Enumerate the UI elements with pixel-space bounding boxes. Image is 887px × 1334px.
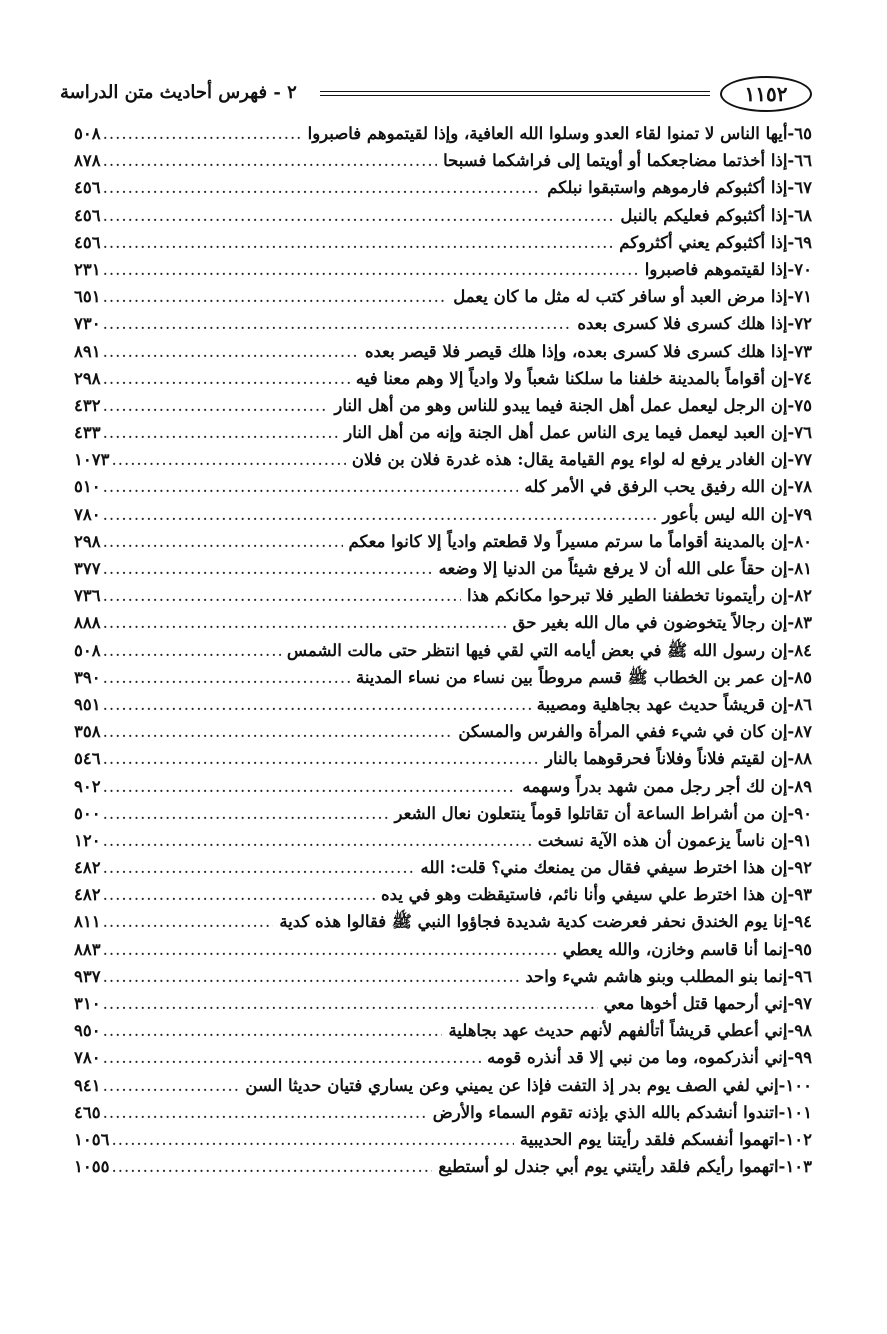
entry-page: ٤٦٥ — [74, 1102, 101, 1122]
index-entry — [74, 1153, 812, 1180]
entry-text: إن هذا اخترط سيفي فقال من يمنعك مني؟ قلت: الله — [420, 858, 788, 878]
entry-separator: - — [778, 1102, 786, 1122]
entry-separator: - — [787, 368, 795, 388]
entry-text: إني لفي الصف يوم بدر إذ التفت فإذا عن يميني وعن يساري فتيان حديثا السن — [245, 1075, 779, 1095]
entry-page: ٩٥٠ — [74, 1021, 101, 1041]
dot-leader — [111, 446, 345, 473]
entry-text: إن كان في شيء ففي المرأة والفرس والمسكن — [458, 722, 788, 742]
dot-leader — [103, 582, 461, 609]
index-entry — [74, 691, 812, 718]
entry-separator: - — [787, 205, 795, 225]
entry-text: إذا أخذتما مضاجعكما أو أويتما إلى فراشكما فسبحا — [443, 151, 788, 171]
entry-number: ٧٠ — [794, 259, 812, 279]
entry-number: ٦٨ — [794, 205, 812, 225]
entry-text: اتهموا رأيكم فلقد رأيتني يوم أبي جندل لو أستطيع — [438, 1157, 779, 1177]
dot-leader — [103, 609, 507, 636]
entry-text: اتندوا أنشدكم بالله الذي بإذنه تقوم السماء والأرض — [432, 1102, 779, 1122]
entry-page: ٤٥٦ — [74, 205, 101, 225]
entry-text: إن حقاً على الله أن لا يرفع شيئاً من الدنيا إلا وضعه — [438, 559, 788, 578]
entry-separator: - — [778, 1129, 786, 1149]
dot-leader — [103, 1017, 443, 1044]
entry-number: ٧٥ — [794, 395, 812, 415]
entry-text: إني أعطي قريشاً أتألفهم لأنهم حديث عهد بجاهلية — [448, 1021, 788, 1041]
entry-page: ٧٣٠ — [74, 314, 101, 334]
header-rule — [320, 91, 710, 96]
entry-text: إذا لقيتموهم فاصبروا — [644, 259, 788, 279]
index-entry — [74, 147, 812, 174]
index-entry — [74, 365, 812, 392]
entry-page: ٦٥١ — [74, 287, 101, 307]
index-entry — [74, 908, 812, 935]
entry-text: اتهموا أنفسكم فلقد رأيتنا يوم الحديبية — [519, 1129, 779, 1149]
entry-page: ٣٧٧ — [74, 559, 101, 578]
entry-number: ٧٩ — [794, 504, 812, 524]
dot-leader — [103, 800, 389, 827]
entry-text: أيها الناس لا تمنوا لقاء العدو وسلوا الله العافية، وإذا لقيتموهم فاصبروا — [307, 124, 788, 143]
entry-separator: - — [787, 1021, 795, 1041]
index-entry — [74, 501, 812, 528]
entry-number: ٩٠ — [794, 803, 812, 823]
dot-leader — [103, 174, 542, 201]
dot-leader — [103, 392, 329, 419]
index-entry — [74, 637, 812, 664]
index-entry — [74, 936, 812, 963]
entry-page: ٨١١ — [74, 912, 101, 932]
entry-separator: - — [787, 885, 795, 905]
entry-separator: - — [787, 559, 795, 578]
dot-leader — [103, 120, 302, 147]
entry-page: ٢٩٨ — [74, 368, 101, 388]
entry-number: ٩٢ — [794, 858, 812, 878]
dot-leader — [103, 419, 339, 446]
entry-number: ٧٧ — [794, 450, 812, 470]
entry-separator: - — [787, 287, 795, 307]
entry-separator: - — [787, 667, 795, 687]
page-number: ١١٥٢ — [720, 76, 812, 112]
entry-page: ٩٤١ — [74, 1075, 101, 1095]
entry-page: ١٢٠ — [74, 830, 101, 850]
entry-page: ١٠٥٦ — [74, 1129, 110, 1149]
dot-leader — [103, 310, 572, 337]
entry-separator: - — [787, 232, 795, 252]
entry-separator: - — [787, 613, 795, 633]
index-entry — [74, 120, 812, 147]
entry-separator: - — [787, 477, 795, 497]
index-entry — [74, 609, 812, 636]
entry-number: ٨٥ — [794, 667, 812, 687]
dot-leader — [103, 881, 375, 908]
entry-number: ٩٥ — [794, 939, 812, 959]
dot-leader — [103, 528, 343, 555]
entry-text: إن لقيتم فلاناً وفلاناً فحرقوهما بالنار — [545, 749, 788, 769]
entry-separator: - — [787, 395, 795, 415]
entry-separator: - — [778, 1157, 786, 1177]
entry-number: ٨٣ — [794, 613, 812, 633]
dot-leader — [103, 990, 598, 1017]
entry-separator: - — [787, 939, 795, 959]
dot-leader — [103, 338, 359, 365]
entry-page: ٥٤٦ — [74, 749, 101, 769]
entry-text: إن لك أجر رجل ممن شهد بدراً وسهمه — [522, 776, 788, 796]
entry-page: ٨٨٨ — [74, 613, 101, 633]
entry-number: ٩٧ — [794, 994, 812, 1013]
entry-page: ٤٥٦ — [74, 232, 101, 252]
entry-number: ١٠٢ — [785, 1129, 812, 1149]
entry-page: ٣١٠ — [74, 994, 101, 1013]
entry-separator: - — [787, 640, 795, 660]
entry-page: ٩٣٧ — [74, 966, 101, 986]
entry-number: ١٠٠ — [785, 1075, 812, 1095]
entry-page: ٣٥٨ — [74, 722, 101, 742]
entry-number: ٧١ — [794, 287, 812, 307]
index-entry — [74, 854, 812, 881]
dot-leader — [103, 936, 557, 963]
entry-separator: - — [778, 1075, 786, 1095]
entry-text: إن عمر بن الخطاب ﷺ قسم مروطاً بين نساء من نساء المدينة — [355, 667, 788, 687]
index-entry — [74, 963, 812, 990]
entry-number: ١٠١ — [785, 1102, 812, 1122]
index-entry — [74, 1044, 812, 1071]
entry-number: ٦٦ — [794, 151, 812, 171]
index-entry — [74, 392, 812, 419]
dot-leader — [103, 365, 350, 392]
dot-leader — [103, 202, 615, 229]
entry-number: ٨٢ — [794, 586, 812, 606]
index-entry — [74, 664, 812, 691]
index-entry — [74, 310, 812, 337]
dot-leader — [103, 718, 453, 745]
entry-text: إن هذا اخترط علي سيفي وأنا نائم، فاستيقظت وهو في يده — [381, 885, 788, 905]
entry-text: إن العبد ليعمل فيما يرى الناس عمل أهل الجنة وإنه من أهل النار — [344, 423, 788, 443]
dot-leader — [103, 256, 639, 283]
entry-page: ٢٣١ — [74, 259, 101, 279]
entry-separator: - — [787, 450, 795, 470]
index-entry — [74, 338, 812, 365]
entry-separator: - — [787, 749, 795, 769]
entry-text: إذا أكثبوكم فارموهم واستبقوا نبلكم — [547, 178, 788, 198]
entry-number: ٧٣ — [794, 341, 812, 361]
entry-separator: - — [787, 966, 795, 986]
entry-page: ٤٨٢ — [74, 858, 101, 878]
entry-number: ٨٤ — [794, 640, 812, 660]
entry-number: ٧٨ — [794, 477, 812, 497]
entry-separator: - — [787, 776, 795, 796]
entry-separator: - — [787, 341, 795, 361]
entry-separator: - — [787, 151, 795, 171]
entry-number: ٩٨ — [794, 1021, 812, 1041]
index-entry — [74, 773, 812, 800]
entry-number: ٩٩ — [794, 1048, 812, 1068]
index-entry — [74, 990, 812, 1017]
index-entry — [74, 555, 812, 582]
dot-leader — [103, 283, 448, 310]
entry-text: إنما بنو المطلب وبنو هاشم شيء واحد — [525, 966, 788, 986]
index-entry — [74, 1072, 812, 1099]
index-entry — [74, 745, 812, 772]
entry-text: إن رأيتمونا تخطفنا الطير فلا تبرحوا مكانكم هذا — [467, 586, 788, 606]
dot-leader — [103, 745, 539, 772]
index-entry — [74, 473, 812, 500]
index-entry — [74, 446, 812, 473]
entry-page: ١٠٧٣ — [74, 450, 110, 470]
entry-page: ٩٠٢ — [74, 776, 101, 796]
section-title: ٢ - فهرس أحاديث متن الدراسة — [60, 82, 297, 103]
entry-page: ٤٣٣ — [74, 423, 101, 443]
dot-leader — [103, 501, 657, 528]
index-entry — [74, 229, 812, 256]
entry-separator: - — [787, 504, 795, 524]
entry-number: ٧٤ — [794, 368, 812, 388]
dot-leader — [103, 664, 350, 691]
dot-leader — [103, 1099, 427, 1126]
dot-leader — [103, 473, 519, 500]
dot-leader — [103, 691, 531, 718]
dot-leader — [103, 147, 438, 174]
entry-number: ٩٤ — [794, 912, 812, 932]
entry-number: ٨٦ — [794, 694, 812, 714]
entry-number: ٨١ — [794, 559, 812, 578]
entry-page: ٧٣٦ — [74, 586, 101, 606]
entry-separator: - — [787, 858, 795, 878]
entry-text: إن الله رفيق يحب الرفق في الأمر كله — [524, 477, 788, 497]
index-entry — [74, 800, 812, 827]
entry-number: ٦٩ — [794, 232, 812, 252]
entry-text: إن بالمدينة أقواماً ما سرتم مسيراً ولا قطعتم وادياً إلا كانوا معكم — [348, 531, 788, 551]
entry-page: ٨٩١ — [74, 341, 101, 361]
entry-text: إذا أكثبوكم يعني أكثروكم — [619, 232, 788, 252]
entry-separator: - — [787, 259, 795, 279]
dot-leader — [103, 637, 281, 664]
index-entry — [74, 1099, 812, 1126]
dot-leader — [111, 1126, 513, 1153]
index-entry — [74, 1126, 812, 1153]
entry-page: ٥٠٨ — [74, 124, 101, 143]
entry-text: إن الغادر يرفع له لواء يوم القيامة يقال: هذه غدرة فلان بن فلان — [351, 450, 788, 470]
entry-number: ٨٠ — [794, 531, 812, 551]
entry-separator: - — [787, 423, 795, 443]
entry-page: ٢٩٨ — [74, 531, 101, 551]
index-entry — [74, 256, 812, 283]
entry-text: إن أقواماً بالمدينة خلفنا ما سلكنا شعباً ولا وادياً إلا وهم معنا فيه — [355, 368, 788, 388]
index-entry — [74, 827, 812, 854]
entry-page: ٥١٠ — [74, 477, 101, 497]
entry-separator: - — [787, 586, 795, 606]
entry-text: إذا هلك كسرى فلا كسرى بعده — [577, 314, 788, 334]
dot-leader — [103, 773, 517, 800]
entry-page: ٥٠٨ — [74, 640, 101, 660]
index-entry — [74, 881, 812, 908]
entry-separator: - — [787, 694, 795, 714]
entry-text: إن قريشاً حديث عهد بجاهلية ومصيبة — [536, 694, 788, 714]
entry-number: ٧٢ — [794, 314, 812, 334]
entry-number: ٦٥ — [794, 124, 812, 143]
entry-text: إني أرحمها قتل أخوها معي — [603, 994, 788, 1013]
entry-number: ٨٩ — [794, 776, 812, 796]
entry-separator: - — [787, 994, 795, 1013]
dot-leader — [111, 1153, 432, 1180]
entry-page: ٩٥١ — [74, 694, 101, 714]
entry-text: إنا يوم الخندق نحفر فعرضت كدية شديدة فجاؤوا النبي ﷺ فقالوا هذه كدية — [279, 912, 788, 932]
dot-leader — [103, 908, 274, 935]
entry-separator: - — [787, 912, 795, 932]
index-entry — [74, 1017, 812, 1044]
entry-number: ٦٧ — [794, 178, 812, 198]
entry-text: إن رجالاً يتخوضون في مال الله بغير حق — [512, 613, 788, 633]
entry-text: إني أنذركموه، وما من نبي إلا قد أنذره قومه — [487, 1048, 788, 1068]
entry-number: ٨٧ — [794, 722, 812, 742]
page-header — [60, 76, 812, 116]
entry-page: ٣٩٠ — [74, 667, 101, 687]
dot-leader — [103, 555, 433, 582]
index-entry — [74, 283, 812, 310]
index-entry — [74, 528, 812, 555]
index-entry — [74, 174, 812, 201]
entry-separator: - — [787, 178, 795, 198]
entry-number: ٩٦ — [794, 966, 812, 986]
entry-separator: - — [787, 314, 795, 334]
entry-page: ٥٠٠ — [74, 803, 101, 823]
entry-page: ٨٨٣ — [74, 939, 101, 959]
entry-separator: - — [787, 722, 795, 742]
entry-separator: - — [787, 1048, 795, 1068]
entry-page: ٤٥٦ — [74, 178, 101, 198]
index-entry — [74, 202, 812, 229]
index-entry — [74, 419, 812, 446]
entry-text: إذا أكثبوكم فعليكم بالنبل — [620, 205, 788, 225]
dot-leader — [103, 229, 614, 256]
dot-leader — [103, 827, 532, 854]
entry-page: ٧٨٠ — [74, 504, 101, 524]
entry-page: ١٠٥٥ — [74, 1157, 110, 1177]
entry-number: ٩٣ — [794, 885, 812, 905]
index-entry — [74, 582, 812, 609]
entry-number: ١٠٣ — [785, 1157, 812, 1177]
entry-text: إذا مرض العبد أو سافر كتب له مثل ما كان يعمل — [453, 287, 788, 307]
entry-text: إن من أشراط الساعة أن تقاتلوا قوماً ينتعلون نعال الشعر — [394, 803, 788, 823]
entry-text: إن ناساً يزعمون أن هذه الآية نسخت — [537, 830, 788, 850]
entry-number: ٨٨ — [794, 749, 812, 769]
dot-leader — [103, 1072, 240, 1099]
entry-separator: - — [787, 124, 795, 143]
entry-text: إذا هلك كسرى فلا كسرى بعده، وإذا هلك قيصر فلا قيصر بعده — [364, 341, 788, 361]
hadith-index-list — [74, 120, 812, 1180]
entry-page: ٤٨٢ — [74, 885, 101, 905]
entry-text: إن الله ليس بأعور — [662, 504, 788, 524]
entry-text: إن الرجل ليعمل عمل أهل الجنة فيما يبدو للناس وهو من أهل النار — [334, 395, 788, 415]
entry-page: ٧٨٠ — [74, 1048, 101, 1068]
entry-text: إنما أنا قاسم وخازن، والله يعطي — [562, 939, 788, 959]
entry-number: ٩١ — [794, 830, 812, 850]
entry-separator: - — [787, 803, 795, 823]
entry-separator: - — [787, 531, 795, 551]
index-entry — [74, 718, 812, 745]
entry-page: ٤٣٢ — [74, 395, 101, 415]
dot-leader — [103, 1044, 482, 1071]
entry-page: ٨٧٨ — [74, 151, 101, 171]
entry-separator: - — [787, 830, 795, 850]
dot-leader — [103, 854, 415, 881]
entry-text: إن رسول الله ﷺ في بعض أيامه التي لقي فيها انتظر حتى مالت الشمس — [286, 640, 788, 660]
dot-leader — [103, 963, 520, 990]
entry-number: ٧٦ — [794, 423, 812, 443]
